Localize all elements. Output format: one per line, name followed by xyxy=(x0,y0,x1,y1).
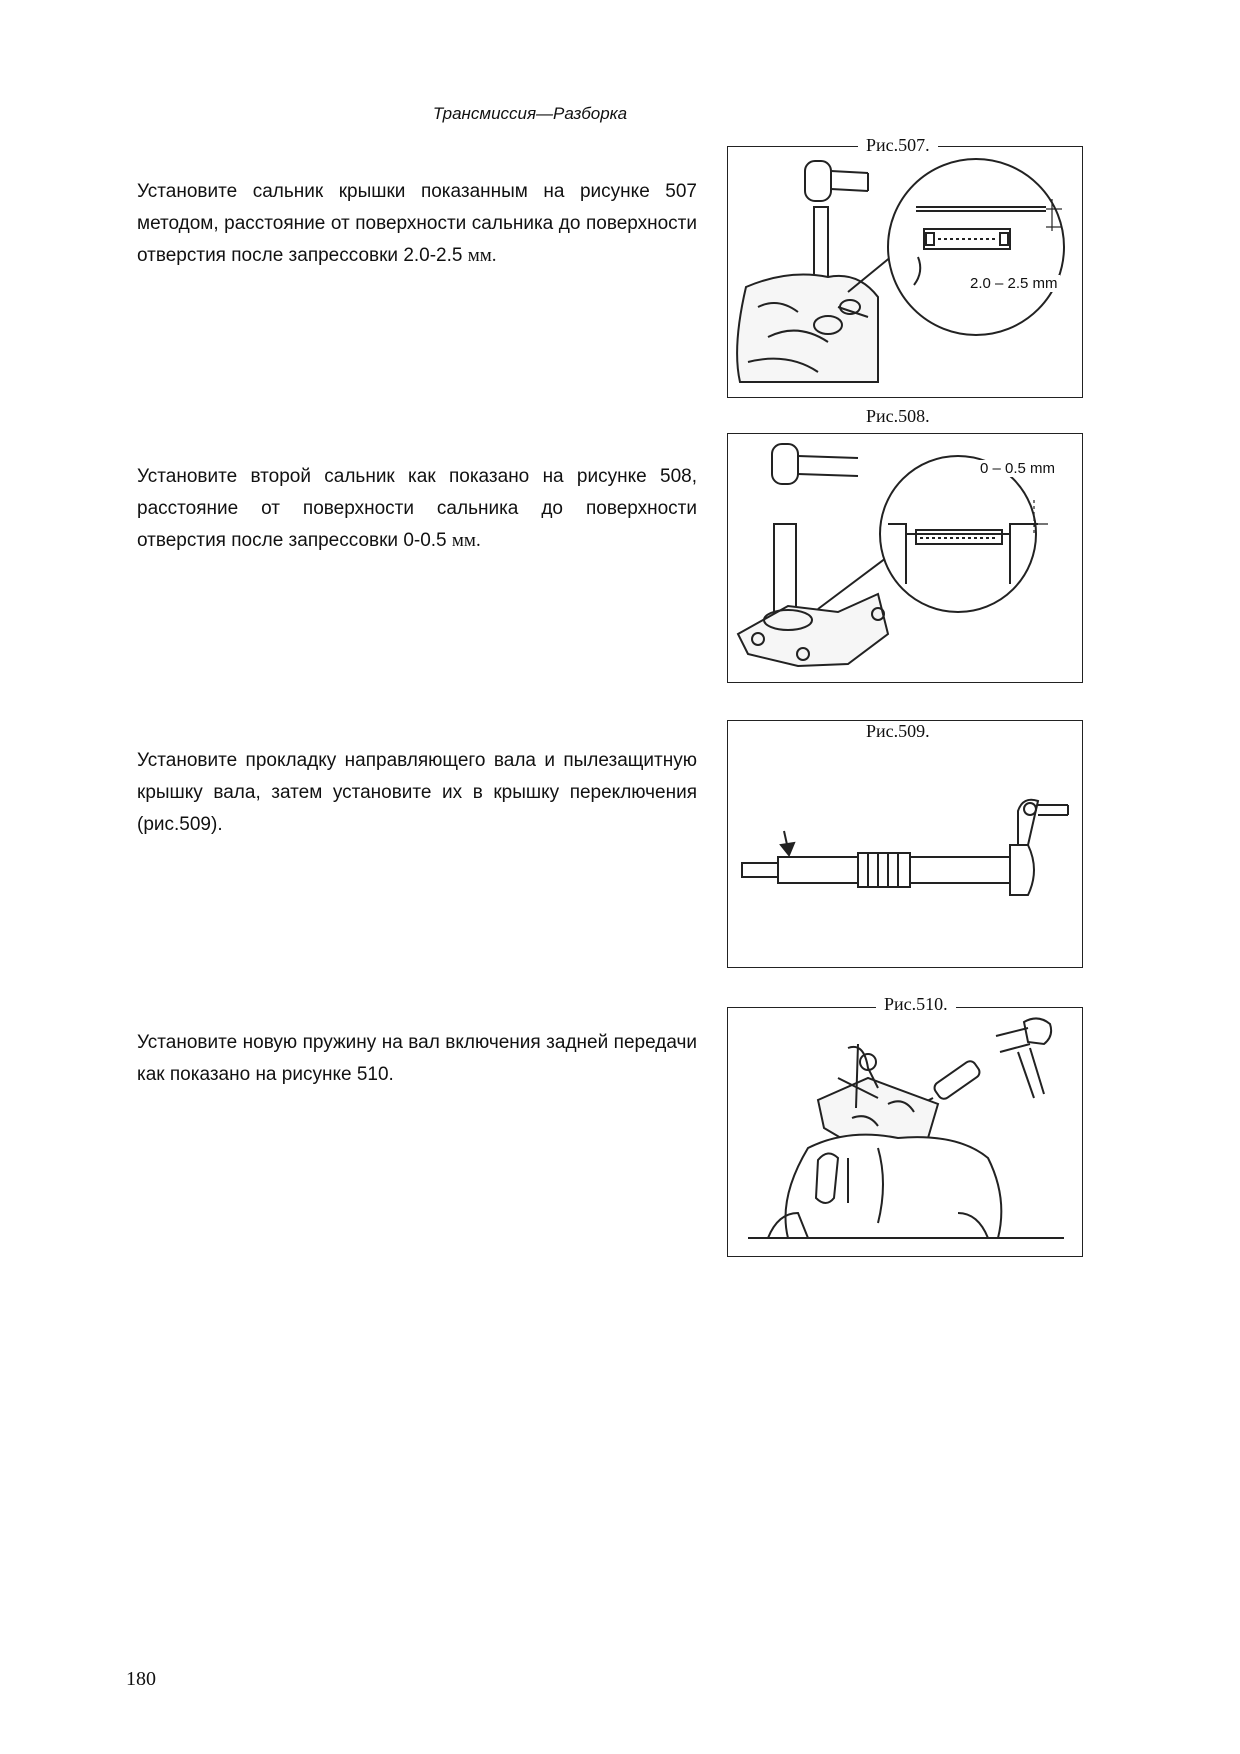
dimension-label: 0 – 0.5 mm xyxy=(980,460,1056,477)
figure-509 xyxy=(727,720,1083,968)
figure-caption: Рис.510. xyxy=(876,994,956,1014)
figure-caption: Рис.507. xyxy=(858,135,938,155)
instruction-paragraph-508 xyxy=(137,461,697,557)
unit-label: мм. xyxy=(467,245,497,266)
figure-507 xyxy=(727,135,1083,398)
dimension-label: 2.0 – 2.5 mm xyxy=(970,275,1058,292)
seal-press-illustration xyxy=(728,147,1084,399)
paragraph-text: Установите сальник крышки показанным на рисунке 507 методом, расстояние от поверхности сальника до поверхности отверстия после запрессовки 2.0-2.5 xyxy=(137,181,697,266)
page-number: 180 xyxy=(126,1668,156,1690)
instruction-paragraph-510 xyxy=(137,1027,697,1091)
spring-install-illustration xyxy=(728,1008,1084,1258)
paragraph-text: Установите второй сальник как показано на рисунке 508, расстояние от поверхности сальника до поверхности отверстия после запрессовки 0-0.5 xyxy=(137,466,697,551)
unit-label: мм. xyxy=(451,530,481,551)
page-header: Трансмиссия—Разборка xyxy=(432,104,628,123)
paragraph-text: Установите прокладку направляющего вала и пылезащитную крышку вала, затем установите их в крышку переключения (рис.509). xyxy=(137,750,697,835)
instruction-paragraph-507 xyxy=(137,176,697,272)
paragraph-text: Установите новую пружину на вал включения задней передачи как показано на рисунке 510. xyxy=(137,1032,697,1085)
figure-508 xyxy=(727,406,1083,683)
shift-shaft-illustration xyxy=(728,721,1084,969)
figure-caption: Рис.509. xyxy=(858,721,938,741)
figure-caption: Рис.508. xyxy=(858,406,938,426)
instruction-paragraph-509 xyxy=(137,745,697,841)
figure-510 xyxy=(727,994,1083,1257)
